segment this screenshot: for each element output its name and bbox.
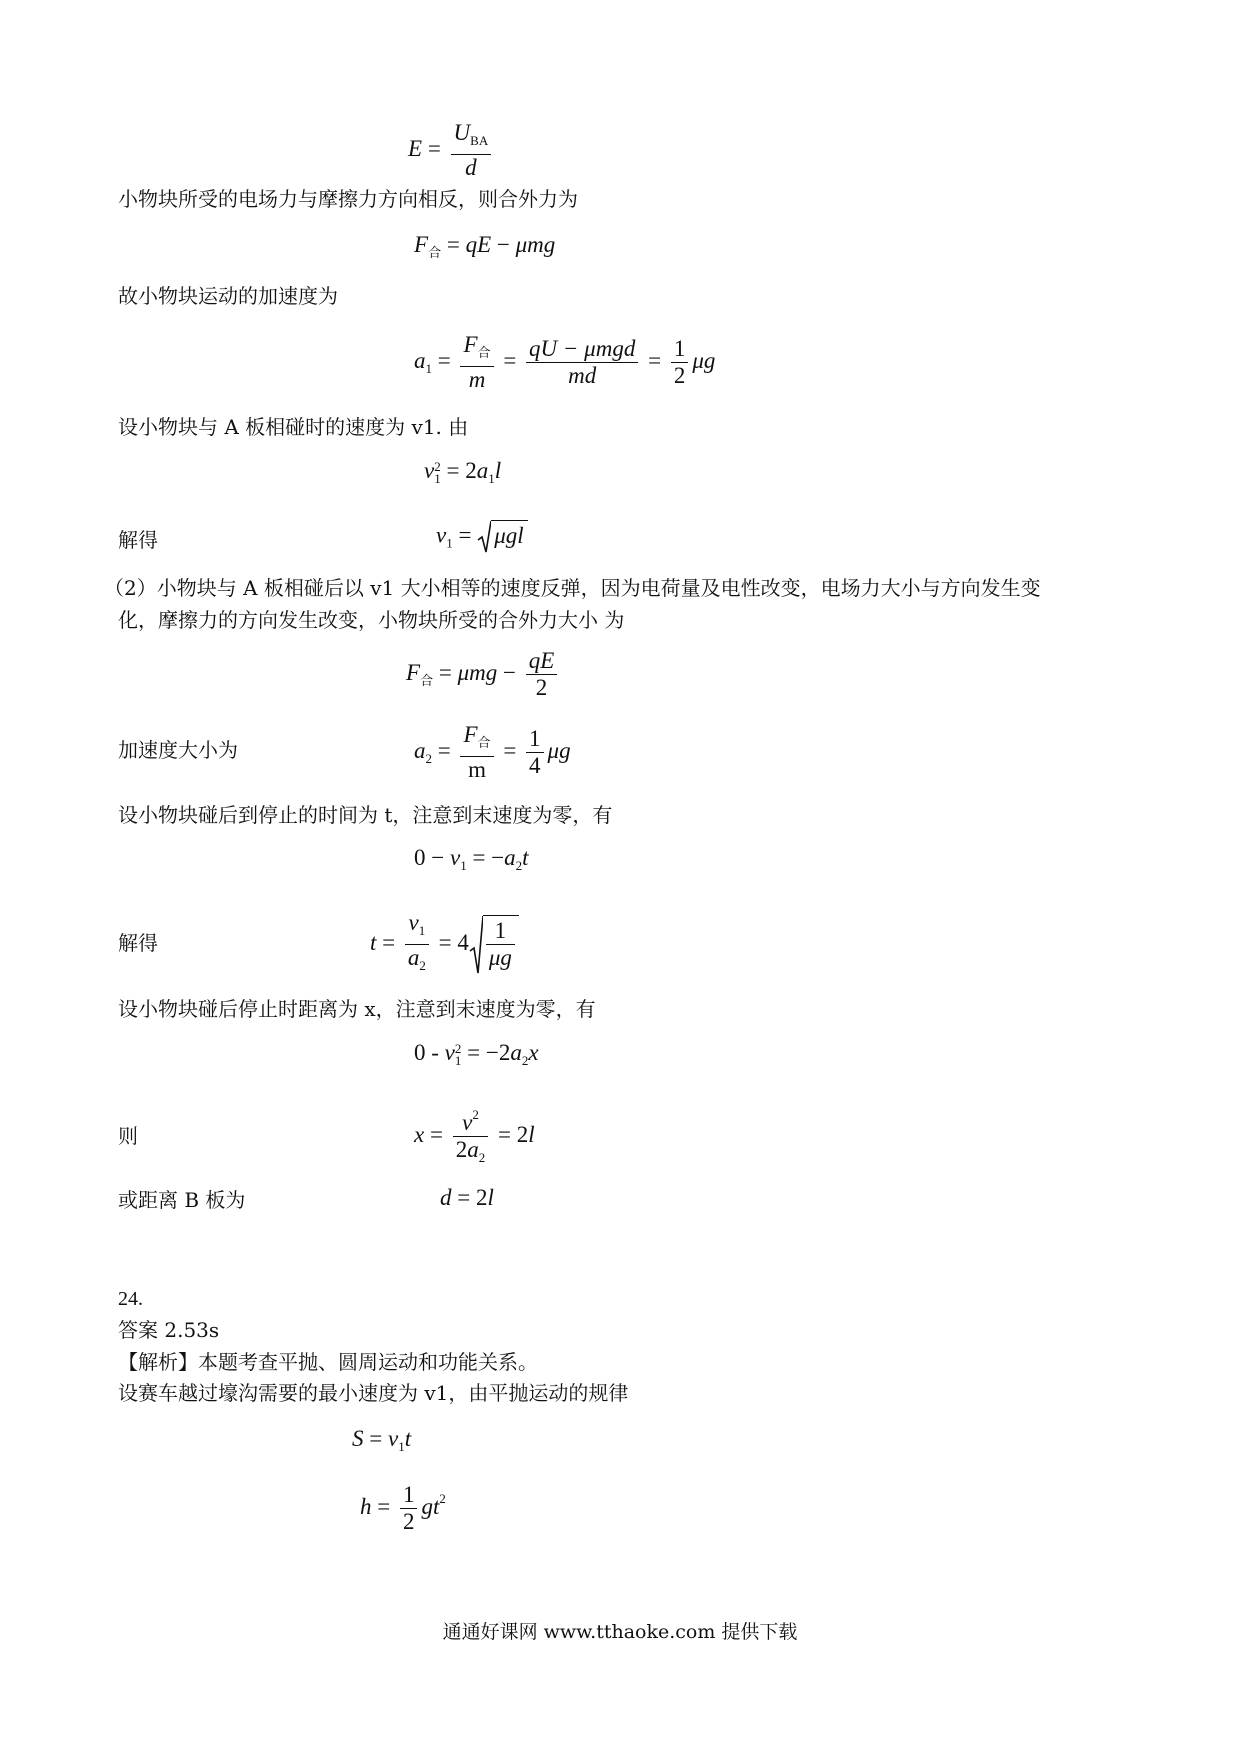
equation-horizontal-distance: $S = v_1t$ bbox=[352, 1426, 412, 1454]
text-line-7: 加速度大小为 bbox=[118, 738, 238, 762]
text-line-10: 设小物块碰后停止时距离为 x，注意到末速度为零，有 bbox=[118, 997, 596, 1021]
equation-time: t = $\frac{v_1}{a_2}$ = 4 $\frac{1}{\mu g}$ bbox=[370, 910, 519, 979]
page-footer: 通通好课网 www.tthaoke.com 提供下载 bbox=[442, 1621, 798, 1643]
text-line-3: 设小物块与 A 板相碰时的速度为 v1. 由 bbox=[118, 415, 469, 439]
text-line-8: 设小物块碰后到停止的时间为 t，注意到末速度为零，有 bbox=[118, 803, 613, 827]
equation-distance-relation: 0 - v 2 1 = $-2a_2x$ bbox=[414, 1040, 539, 1068]
text-line-5: （2）小物块与 A 板相碰后以 v1 大小相等的速度反弹，因为电荷量及电性改变，电场力大小与方向发生变 bbox=[104, 576, 1041, 600]
text-line-12: 或距离 B 板为 bbox=[118, 1188, 246, 1212]
equation-net-force: $F_合$ = qE − μmg bbox=[414, 232, 556, 260]
equation-velocity-squared: v 2 1 = $2a_1l$ bbox=[424, 458, 502, 486]
equation-net-force-2: $F_合 = \mu mg$ − $\frac{qE}{2}$ bbox=[406, 648, 561, 701]
text-line-6: 化，摩擦力的方向发生改变，小物块所受的合外力大小 为 bbox=[118, 608, 625, 632]
text-line-4: 解得 bbox=[118, 528, 158, 552]
text-line-1: 小物块所受的电场力与摩擦力方向相反，则合外力为 bbox=[118, 187, 578, 211]
equation-velocity-1: $v_1$ = μgl bbox=[436, 520, 528, 554]
text-line-15: 【解析】本题考查平抛、圆周运动和功能关系。 bbox=[118, 1350, 538, 1374]
text-line-14: 答案 2.53s bbox=[118, 1318, 220, 1342]
text-line-13: 24. bbox=[118, 1288, 143, 1310]
equation-acceleration-2: $a_2$ = $\frac{F_合}{m}$ = $\frac{1}{4}$ μg bbox=[414, 722, 571, 782]
text-line-16: 设赛车越过壕沟需要的最小速度为 v1，由平抛运动的规律 bbox=[118, 1381, 629, 1405]
text-line-2: 故小物块运动的加速度为 bbox=[118, 284, 338, 308]
equation-time-relation: $0 - v_1 = -a_2t$ bbox=[414, 845, 529, 873]
text-line-11: 则 bbox=[118, 1124, 138, 1148]
text-line-9: 解得 bbox=[118, 931, 158, 955]
equation-acceleration-1: $a_1$ = $\frac{F_合}{m}$ = $\frac{\text{qU − μmgd}}{md}$ = $\frac{1}{2}$ μg bbox=[414, 332, 716, 392]
equation-fall-height: h = $\frac{1}{2}$ $gt^2$ bbox=[360, 1482, 446, 1534]
equation-distance: x = $\frac{v^2}{2a_2}$ = 2l bbox=[414, 1102, 535, 1171]
equation-distance-b: d = 2l bbox=[440, 1185, 494, 1210]
equation-e-field: E = $\frac{U_{BA}}{d}$ bbox=[408, 120, 495, 181]
